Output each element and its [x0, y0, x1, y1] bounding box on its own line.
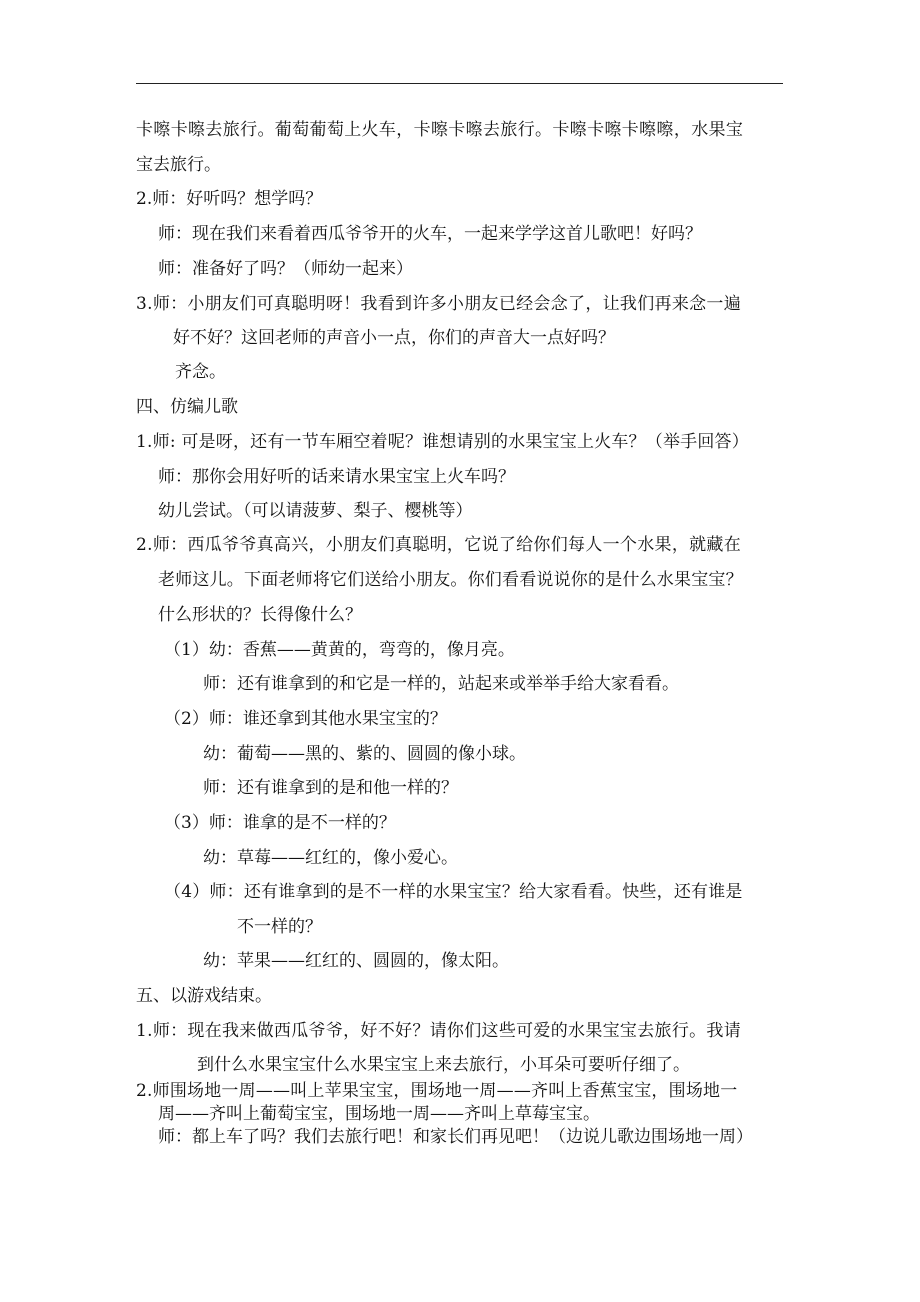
text-line: 幼：草莓——红红的，像小爱心。 [203, 848, 458, 868]
text-line: 1.师: 可是呀，还有一节车厢空着呢？谁想请别的水果宝宝上火车？（举手回答） [136, 432, 749, 452]
text-line: 不一样的？ [237, 917, 322, 937]
text-line: 1.师：现在我来做西瓜爷爷，好不好？请你们这些可爱的水果宝宝去旅行。我请 [136, 1021, 742, 1041]
text-line: 宝去旅行。 [136, 155, 221, 175]
text-line: 师：准备好了吗？（师幼一起来） [158, 259, 413, 279]
text-line: 卡嚓卡嚓去旅行。葡萄葡萄上火车，卡嚓卡嚓去旅行。卡嚓卡嚓卡嚓嚓，水果宝 [136, 120, 744, 140]
text-line: 师：还有谁拿到的和它是一样的，站起来或举举手给大家看看。 [203, 674, 679, 694]
text-line: 老师这儿。下面老师将它们送给小朋友。你们看看说说你的是什么水果宝宝？ [158, 570, 743, 590]
text-line: 到什么水果宝宝什么水果宝宝上来去旅行，小耳朵可要听仔细了。 [197, 1055, 690, 1075]
text-line: （1）幼：香蕉——黄黄的，弯弯的，像月亮。 [164, 640, 515, 660]
text-line: 齐念。 [175, 362, 226, 382]
text-line: 师：还有谁拿到的是和他一样的？ [203, 778, 458, 798]
header-rule [136, 83, 783, 84]
text-line: 幼：葡萄——黑的、紫的、圆圆的像小球。 [203, 744, 526, 764]
text-line: 师：那你会用好听的话来请水果宝宝上火车吗？ [158, 467, 515, 487]
text-line: 2.师：好听吗？想学吗？ [136, 189, 323, 209]
text-line: 师：都上车了吗？我们去旅行吧！和家长们再见吧！（边说儿歌边围场地一周） [158, 1127, 753, 1147]
text-line: 周——齐叫上葡萄宝宝，围场地一周——齐叫上草莓宝宝。 [158, 1104, 600, 1124]
section-heading: 四、仿编儿歌 [136, 397, 238, 417]
text-line: （2）师：谁还拿到其他水果宝宝的？ [164, 709, 447, 729]
text-line: 2.师围场地一周——叫上苹果宝宝，围场地一周——齐叫上香蕉宝宝，围场地一 [136, 1081, 738, 1101]
text-line: 什么形状的？长得像什么？ [158, 605, 362, 625]
section-heading: 五、以游戏结束。 [136, 986, 272, 1006]
text-line: （3）师：谁拿的是不一样的？ [164, 813, 396, 833]
text-line: 师：现在我们来看着西瓜爷爷开的火车，一起来学学这首儿歌吧！好吗？ [158, 224, 702, 244]
text-line: （4）师：还有谁拿到的是不一样的水果宝宝？给大家看看。快些，还有谁是 [164, 882, 743, 902]
text-line: 幼儿尝试。（可以请菠萝、梨子、樱桃等） [158, 501, 473, 521]
text-line: 好不好？这回老师的声音小一点，你们的声音大一点好吗？ [173, 328, 615, 348]
text-line: 3.师：小朋友们可真聪明呀！我看到许多小朋友已经会念了，让我们再来念一遍 [136, 294, 742, 314]
text-line: 2.师：西瓜爷爷真高兴，小朋友们真聪明，它说了给你们每人一个水果，就藏在 [136, 535, 742, 555]
text-line: 幼：苹果——红红的、圆圆的，像太阳。 [203, 951, 509, 971]
